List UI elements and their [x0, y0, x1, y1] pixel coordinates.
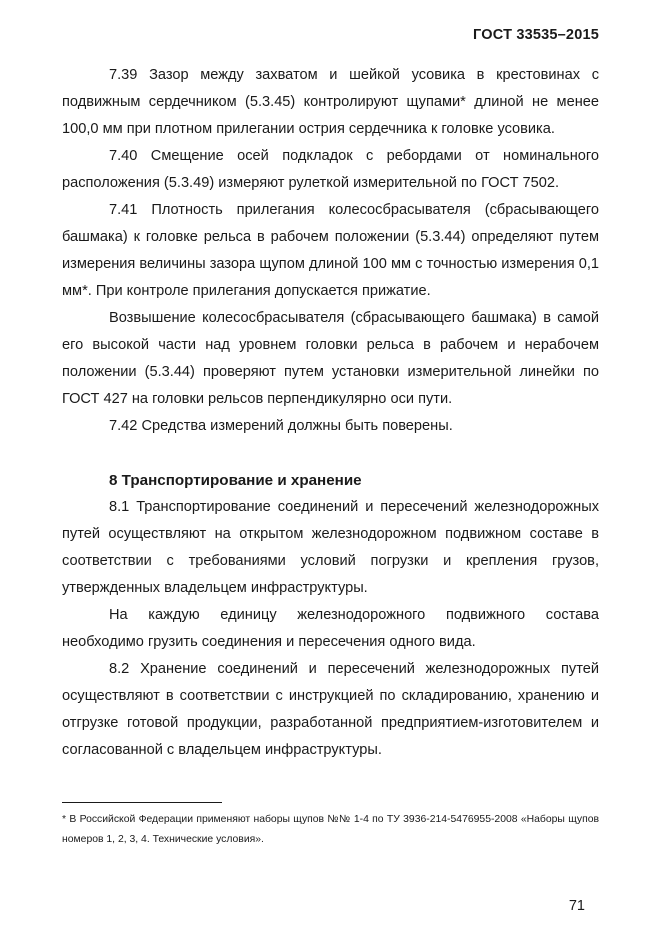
- section-heading: 8 Транспортирование и хранение: [109, 472, 362, 489]
- paragraph-7-41-elevation: Возвышение колесосбрасывателя (сбрасывающего башмака) в самой его высокой части над уровнем головки рельса в рабочем и нерабочем положении (5.3.44) проверяют путем установки измерительной линейки по ГОСТ 427 на головки рельсов перпендикулярно оси пути.: [62, 310, 599, 407]
- paragraph-7-42: 7.42 Средства измерений должны быть поверены.: [109, 418, 453, 434]
- footnote: * В Российской Федерации применяют наборы щупов №№ 1-4 по ТУ 3936-214-5476955-2008 «Наборы щупов номеров 1, 2, 3, 4. Технические условия».: [62, 814, 599, 845]
- paragraph-8-2: 8.2 Хранение соединений и пересечений железнодорожных путей осуществляют в соответствии с инструкцией по складированию, хранению и отгрузке готовой продукции, разработанной предприятием-изготовителем и согласованной с владельцем инфраструктуры.: [62, 661, 599, 758]
- paragraph-8-1-loading: На каждую единицу железнодорожного подвижного состава необходимо грузить соединения и пересечения одного вида.: [62, 607, 599, 650]
- page-number: 71: [568, 898, 585, 914]
- paragraph-7-39: 7.39 Зазор между захватом и шейкой усовика в крестовинах с подвижным сердечником (5.3.45) контролируют щупами* длиной не менее 100,0 мм при плотном прилегании острия сердечника к головке усовика.: [62, 67, 599, 137]
- paragraph-8-1: 8.1 Транспортирование соединений и пересечений железнодорожных путей осуществляют на открытом железнодорожном подвижном составе в соответствии с требованиями условий погрузки и крепления грузов, утвержденных владельцем инфраструктуры.: [62, 499, 599, 596]
- footnote-divider: [62, 802, 222, 803]
- paragraph-7-40: 7.40 Смещение осей подкладок с ребордами от номинального расположения (5.3.49) измеряют рулеткой измерительной по ГОСТ 7502.: [62, 148, 599, 191]
- paragraph-7-41: 7.41 Плотность прилегания колесосбрасывателя (сбрасывающего башмака) к головке рельса в рабочем положении (5.3.44) определяют путем измерения величины зазора щупом длиной 100 мм с точностью измерения 0,1 мм*. При контроле прилегания допускается прижатие.: [62, 202, 599, 299]
- document-body: [62, 62, 599, 764]
- document-header: ГОСТ 33535–2015: [473, 27, 599, 43]
